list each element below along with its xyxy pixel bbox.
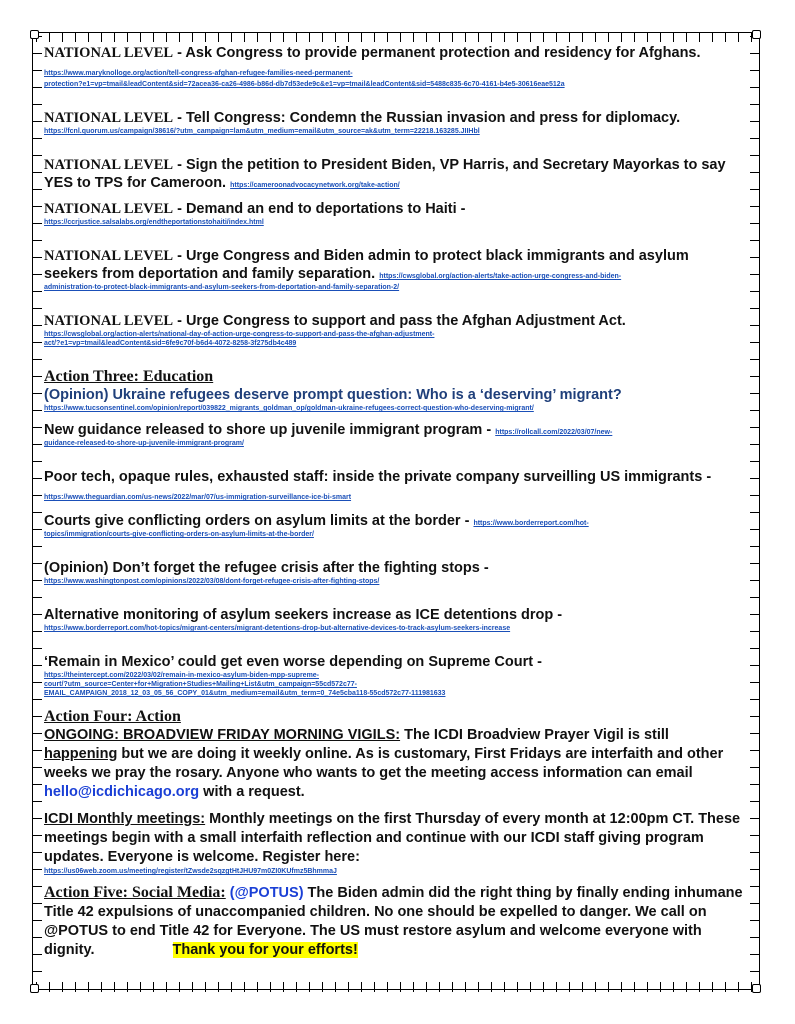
education-item (44, 512, 744, 539)
education-item (44, 559, 744, 586)
corner-mark-icon (752, 984, 761, 993)
article-link[interactable]: https://www.washingtonpost.com/opinions/2022/03/08/dont-forget-refugee-crisis-after-fighting-stops/ (44, 578, 380, 585)
section-heading-action: Action Four: Action (44, 708, 181, 725)
vigil-label: ONGOING: BROADVIEW FRIDAY MORNING VIGILS: (44, 727, 401, 743)
action-link[interactable]: https://cwsglobal.org/action-alerts/take-action-urge-congress-and-biden- (379, 273, 622, 280)
item-text: - Urge Congress and Biden admin to protect black immigrants and asylum seekers from deportation and family separation. (44, 248, 689, 282)
item-text: - Urge Congress to support and pass the Afghan Adjustment Act. (173, 313, 626, 329)
education-item (44, 421, 744, 448)
national-item (44, 200, 744, 227)
action-link-continued[interactable]: protection?e1=vp=tmail&leadContent&sid=72acea36-ca26-4986-b86d-db7d53ede9c&e1=vp=tmail&leadContent&sid=5488c835-6c70-4161-b4e5-30616eae512a (44, 81, 565, 88)
article-title: (Opinion) Don’t forget the refugee crisis after the fighting stops - (44, 560, 489, 576)
level-label: NATIONAL LEVEL (44, 248, 174, 264)
article-link-continued[interactable]: guidance-released-to-shore-up-juvenile-immigrant-program/ (44, 440, 244, 447)
national-item (44, 44, 744, 89)
article-title: Courts give conflicting orders on asylum limits at the border - (44, 513, 474, 529)
article-title: ‘Remain in Mexico’ could get even worse depending on Supreme Court - (44, 654, 542, 670)
article-link-continued[interactable]: EMAIL_CAMPAIGN_2018_12_03_05_56_COPY_01&utm_medium=email&utm_term=0_74e5cba118-55cd572c77-111981633 (44, 690, 446, 697)
item-text: - Sign the petition to President Biden, VP Harris, and Secretary Mayorkas to say YES to TPS for Cameroon. (44, 157, 726, 191)
vigil-paragraph (44, 726, 744, 802)
article-link[interactable]: https://www.tucsonsentinel.com/opinion/report/039822_migrants_goldman_op/goldman-ukraine-refugees-correct-question-who-deserving-migrant/ (44, 405, 534, 412)
education-item (44, 386, 744, 413)
register-link[interactable]: https://us06web.zoom.us/meeting/register/tZwsde2sqzgtHtJHU97m0ZI0KUfmz5BhmmaJ (44, 868, 337, 875)
action-link[interactable]: https://ccrjustice.salsalabs.org/endtheportationstohaiti/index.html (44, 219, 264, 226)
article-link[interactable]: https://rollcall.com/2022/03/07/new- (495, 429, 613, 436)
item-text: - Demand an end to deportations to Haiti - (173, 201, 466, 217)
national-item (44, 109, 744, 136)
national-item (44, 156, 744, 192)
social-paragraph (44, 884, 744, 960)
article-link[interactable]: https://www.borderreport.com/hot- (473, 520, 589, 527)
section-heading-education: Action Three: Education (44, 368, 214, 385)
item-text: - Tell Congress: Condemn the Russian invasion and press for diplomacy. (173, 110, 681, 126)
corner-mark-icon (30, 30, 39, 39)
monthly-text: Monthly meetings on the first Thursday of every month at 12:00pm CT. These meetings begin with a small interfaith reflection and continue with our ICDI staff giving program updates. Everyone is welcome. Register here: (44, 811, 741, 865)
level-label: NATIONAL LEVEL (44, 45, 174, 61)
section-heading-social: Action Five: Social Media: (44, 884, 226, 901)
email-link[interactable]: hello@icdichicago.org (44, 784, 200, 800)
national-item (44, 312, 744, 348)
potus-handle[interactable]: (@POTUS) (225, 885, 304, 901)
article-link-continued[interactable]: court/?utm_source=Center+for+Migration+Studies+Mailing+List&utm_campaign=55cd572c77- (44, 681, 357, 688)
article-link[interactable]: https://www.borderreport.com/hot-topics/migrant-centers/migrant-detentions-drop-but-alternative-devices-to-track-asylum-seekers-increase (44, 625, 511, 632)
education-item (44, 653, 744, 698)
monthly-paragraph (44, 810, 744, 876)
top-ruler-ticks (36, 32, 756, 42)
left-ruler-ticks (32, 36, 42, 986)
vigil-text: The ICDI Broadview Prayer Vigil is still (400, 727, 669, 743)
monthly-label: ICDI Monthly meetings: (44, 811, 206, 827)
level-label: NATIONAL LEVEL (44, 201, 174, 217)
article-title: (Opinion) Ukraine refugees deserve prompt question: Who is a ‘deserving’ migrant? (44, 387, 622, 403)
national-item (44, 247, 744, 292)
corner-mark-icon (30, 984, 39, 993)
article-title: New guidance released to shore up juvenile immigrant program - (44, 422, 496, 438)
right-ruler-ticks (750, 36, 760, 986)
action-link[interactable]: https://cwsglobal.org/action-alerts/national-day-of-action-urge-congress-to-support-and-pass-the-afghan-adjustment- (44, 331, 435, 338)
level-label: NATIONAL LEVEL (44, 313, 174, 329)
action-link[interactable]: https://cameroonadvocacynetwork.org/take-action/ (230, 182, 400, 189)
article-link[interactable]: https://www.theguardian.com/us-news/2022/mar/07/us-immigration-surveillance-ice-bi-smart (44, 494, 352, 501)
article-link-continued[interactable]: topics/immigration/courts-give-conflicting-orders-on-asylum-limits-at-the-border/ (44, 531, 314, 538)
level-label: NATIONAL LEVEL (44, 157, 174, 173)
document-body (44, 44, 744, 960)
action-link[interactable]: https://www.maryknolloge.org/action/tell-congress-afghan-refugee-families-need-permanent- (44, 70, 353, 77)
action-link-continued[interactable]: act/?e1=vp=tmail&leadContent&sid=6fe9c70f-b6d4-4072-8258-3f275db4c489 (44, 340, 297, 347)
action-link-continued[interactable]: administration-to-protect-black-immigrants-and-asylum-seekers-from-deportation-and-family-separation-2/ (44, 284, 400, 291)
bottom-ruler-ticks (36, 982, 756, 992)
action-link[interactable]: https://fcnl.quorum.us/campaign/38616/?utm_campaign=lam&utm_medium=email&utm_source=ak&utm_term=22218.163285.JIIHbl (44, 128, 480, 135)
corner-mark-icon (752, 30, 761, 39)
vigil-text: but we are doing it weekly online. As is customary, First Fridays are interfaith and other weeks we pray the rosary. Anyone who wants to get the meeting access information can email (44, 746, 724, 781)
level-label: NATIONAL LEVEL (44, 110, 174, 126)
education-item (44, 606, 744, 633)
education-item (44, 468, 744, 504)
social-text: The Biden admin did the right thing by finally ending inhumane Title 42 expulsions of unaccompanied children. No one should be expelled to danger. We call on @POTUS to end Title 42 for Everyone. The US must restore asylum and welcome everyone with dignity. (44, 885, 743, 958)
vigil-text: with a request. (199, 784, 305, 800)
article-title: Alternative monitoring of asylum seekers increase as ICE detentions drop - (44, 607, 563, 623)
article-title: Poor tech, opaque rules, exhausted staff: inside the private company surveilling US immigrants - (44, 469, 712, 485)
item-text: - Ask Congress to provide permanent protection and residency for Afghans. (173, 45, 701, 61)
article-link[interactable]: https://theintercept.com/2022/03/02/remain-in-mexico-asylum-biden-mpp-supreme- (44, 672, 320, 679)
thank-you-highlight: Thank you for your efforts! (172, 942, 358, 958)
vigil-happening: happening (44, 746, 118, 762)
